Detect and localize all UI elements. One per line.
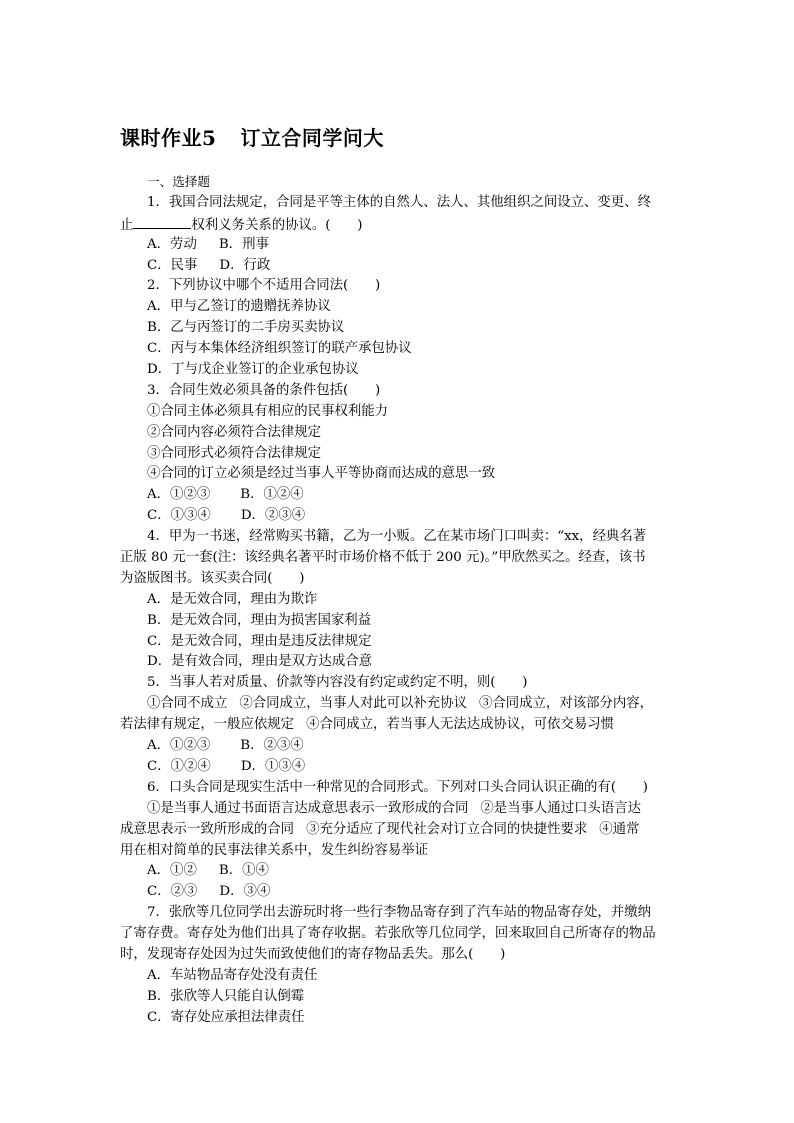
q3-options-row1 bbox=[120, 485, 680, 506]
q5-option-c: C．①②④ bbox=[147, 758, 211, 774]
title-part2: 订立合同学问大 bbox=[240, 126, 384, 150]
q3-option-c: C．①③④ bbox=[147, 508, 211, 524]
q5-statements-line2 bbox=[120, 715, 680, 736]
q5-statement-1: ①合同不成立 bbox=[147, 696, 228, 712]
q1-options-row1 bbox=[120, 235, 680, 256]
document-body bbox=[120, 172, 680, 1029]
q6-options-row2 bbox=[120, 882, 680, 903]
section-heading: 一、选择题 bbox=[147, 174, 210, 189]
q1-stem-suffix: 权利义务关系的协议。( ) bbox=[191, 217, 363, 233]
q2-stem: 2．下列协议中哪个不适用合同法( ) bbox=[147, 278, 381, 294]
q1-option-b: B．刑事 bbox=[218, 236, 269, 252]
q6-option-a: A．①② bbox=[147, 863, 197, 879]
q6-statements-line3: 用在相对简单的民事法律关系中，发生纠纷容易举证 bbox=[120, 842, 428, 858]
q4-option-a: A．是无效合同，理由为欺诈 bbox=[147, 591, 318, 607]
q5-statement-3: ③合同成立，对该部分内容， bbox=[478, 696, 654, 712]
q1-option-a: A．劳动 bbox=[147, 236, 197, 252]
q1-blank bbox=[133, 214, 191, 229]
q6-option-b: B．①④ bbox=[218, 863, 269, 879]
q1-stem-line1: 1．我国合同法规定，合同是平等主体的自然人、法人、其他组织之间设立、变更、终 bbox=[147, 194, 651, 210]
q3-statement-4: ④合同的订立必须是经过当事人平等协商而达成的意思一致 bbox=[147, 466, 496, 482]
q7-stem-line1: 7．张欣等几位同学出去游玩时将一些行李物品寄存到了汽车站的物品寄存处，并缴纳 bbox=[147, 905, 651, 921]
q5-statement-3-cont: 若法律有规定，一般应依规定 bbox=[120, 717, 295, 733]
page-title bbox=[120, 122, 384, 151]
q4-option-b: B．是无效合同，理由为损害国家利益 bbox=[147, 612, 372, 628]
q3-statement-1: ①合同主体必须具有相应的民事权利能力 bbox=[147, 403, 389, 419]
q2-option-a: A．甲与乙签订的遗赠抚养协议 bbox=[147, 299, 331, 315]
q7-stem-line3: 时，发现寄存处因为过失而致使他们的寄存物品丢失。那么( ) bbox=[120, 946, 506, 962]
q6-statements-line2 bbox=[120, 820, 680, 841]
q6-statements-line1 bbox=[120, 799, 680, 820]
q6-stem: 6．口头合同是现实生活中一种常见的合同形式。下列对口头合同认识正确的有( ) bbox=[147, 779, 649, 795]
q4-option-d: D．是有效合同，理由是双方达成合意 bbox=[147, 654, 372, 670]
q3-statement-3: ③合同形式必须符合法律规定 bbox=[147, 445, 322, 461]
q1-option-c: C．民事 bbox=[147, 257, 198, 273]
q2-option-c: C．丙与本集体经济组织签订的联产承包协议 bbox=[147, 341, 412, 357]
q6-statement-3: ③充分适应了现代社会对订立合同的快捷性要求 bbox=[306, 821, 588, 837]
q4-stem-line1: 4．甲为一书迷，经常购买书籍，乙为一小贩。乙在某市场门口叫卖：“xx，经典名著 bbox=[147, 529, 647, 545]
q5-options-row1 bbox=[120, 736, 680, 757]
q6-statement-2-cont: 成意思表示一致所形成的合同 bbox=[120, 821, 295, 837]
q6-statement-1: ①是当事人通过书面语言达成意思表示一致形成的合同 bbox=[147, 800, 469, 816]
q7-option-a: A．车站物品寄存处没有责任 bbox=[147, 967, 318, 983]
q3-option-d: D．②③④ bbox=[240, 508, 306, 524]
q4-stem-line2: 正版 80 元一套(注：该经典名著平时市场价格不低于 200 元)。”甲欣然买之。经查，该书 bbox=[120, 550, 646, 566]
q1-stem-prefix: 止 bbox=[120, 217, 134, 233]
q2-option-b: B．乙与丙签订的二手房买卖协议 bbox=[147, 320, 345, 336]
q3-statement-2: ②合同内容必须符合法律规定 bbox=[147, 424, 322, 440]
q5-option-b: B．②③④ bbox=[240, 738, 304, 754]
q6-option-c: C．②③ bbox=[147, 884, 198, 900]
q1-stem-line2 bbox=[120, 214, 680, 235]
q5-statement-4: ④合同成立，若当事人无法达成协议，可依交易习惯 bbox=[306, 717, 615, 733]
q7-stem-line2: 了寄存费。寄存处为他们出具了寄存收据。若张欣等几位同学，回来取回自己所寄存的物品 bbox=[120, 926, 656, 942]
q5-option-a: A．①②③ bbox=[147, 738, 211, 754]
title-part1: 课时作业5 bbox=[120, 126, 217, 150]
q2-option-d: D．丁与戊企业签订的企业承包协议 bbox=[147, 362, 359, 378]
q6-options-row1 bbox=[120, 861, 680, 882]
q3-stem: 3．合同生效必须具备的条件包括( ) bbox=[147, 382, 381, 398]
q6-statement-4: ④通常 bbox=[599, 821, 640, 837]
q3-options-row2 bbox=[120, 506, 680, 527]
q4-stem-line3: 为盗版图书。该买卖合同( ) bbox=[120, 570, 305, 586]
q5-option-d: D．①③④ bbox=[240, 758, 306, 774]
q3-option-a: A．①②③ bbox=[147, 487, 211, 503]
q7-option-b: B．张欣等人只能自认倒霉 bbox=[147, 988, 305, 1004]
q6-option-d: D．③④ bbox=[219, 884, 271, 900]
q1-option-d: D．行政 bbox=[219, 257, 271, 273]
q7-option-c: C．寄存处应承担法律责任 bbox=[147, 1009, 305, 1025]
q3-option-b: B．①②④ bbox=[240, 487, 304, 503]
q5-stem: 5．当事人若对质量、价款等内容没有约定或约定不明，则( ) bbox=[147, 675, 528, 691]
q5-statements-line1 bbox=[120, 694, 680, 715]
q5-options-row2 bbox=[120, 757, 680, 778]
q5-statement-2: ②合同成立，当事人对此可以补充协议 bbox=[239, 696, 467, 712]
q6-statement-2: ②是当事人通过口头语言达 bbox=[480, 800, 642, 816]
q4-option-c: C．是无效合同，理由是违反法律规定 bbox=[147, 633, 372, 649]
q1-options-row2 bbox=[120, 256, 680, 277]
